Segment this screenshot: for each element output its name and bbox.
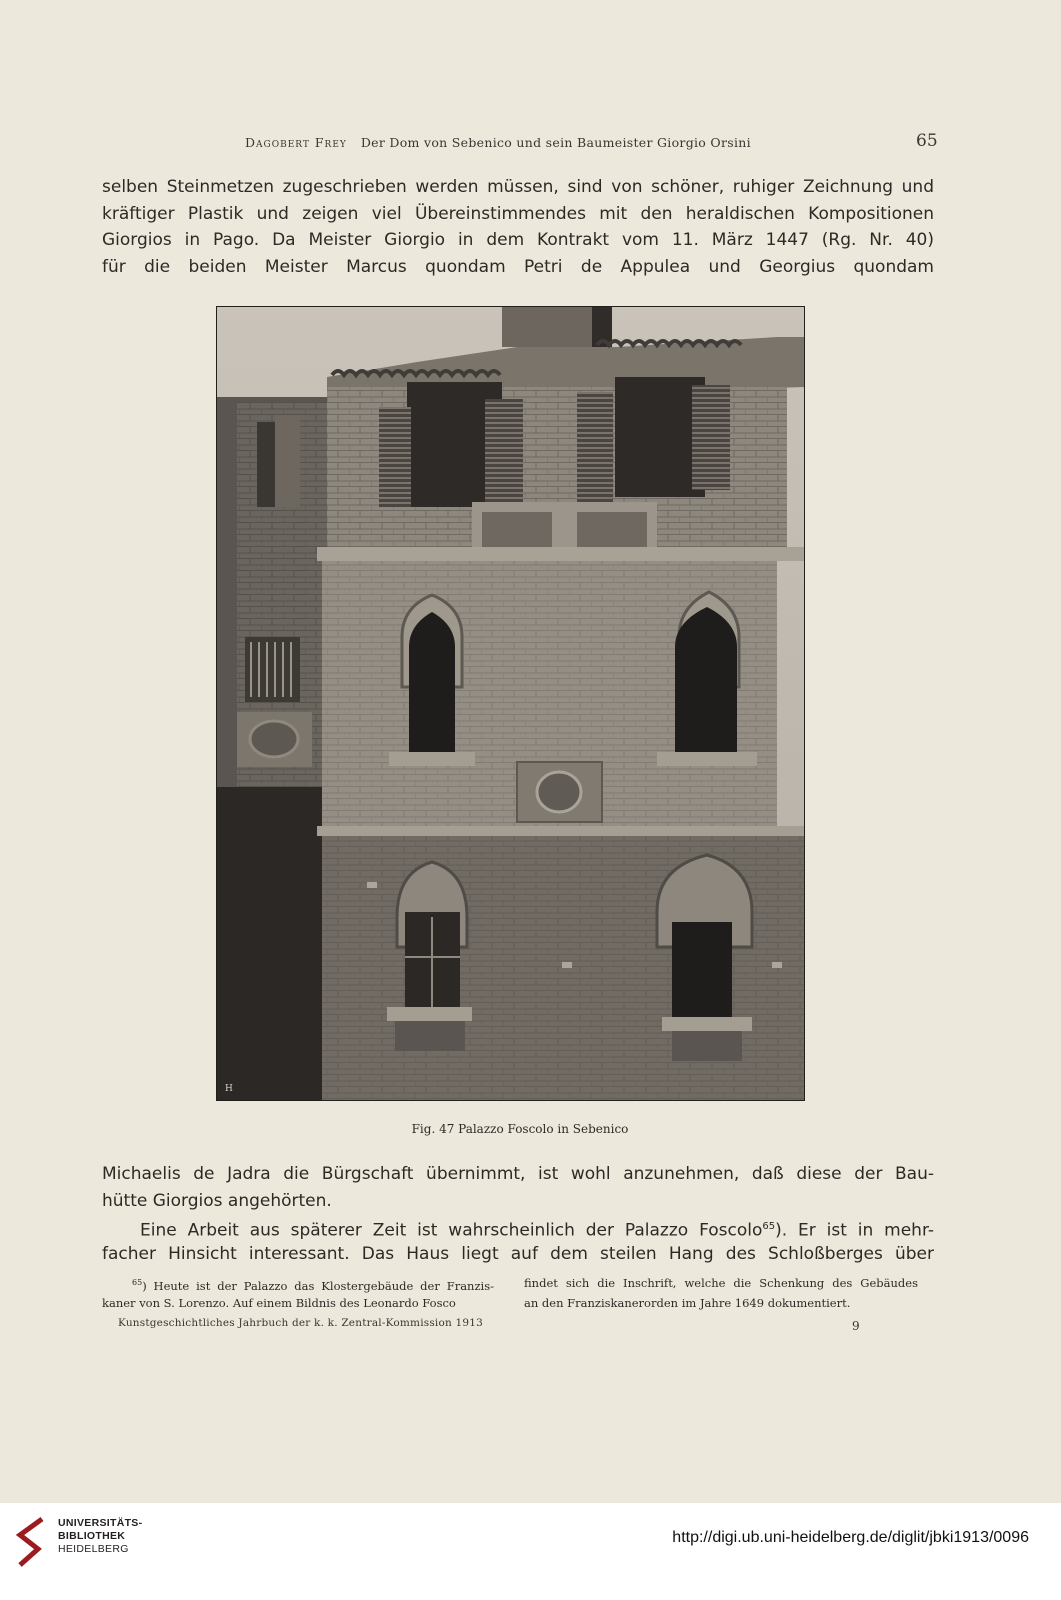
figure-photo-palazzo: [216, 306, 805, 1101]
printer-signature: 9: [852, 1319, 860, 1333]
paragraph-top: [102, 174, 934, 280]
footnote-reference: 65: [762, 1221, 776, 1232]
footnote-right-column: [524, 1273, 918, 1313]
figure-signature: H: [225, 1084, 233, 1094]
footnote-line: [102, 1273, 494, 1293]
text-line: kräftiger Plastik und zeigen viel Übereinstimmendes mit den heraldischen Kompositionen: [102, 203, 934, 224]
header-title: Der Dom von Sebenico und sein Baumeister Giorgio Orsini: [360, 135, 751, 150]
footnote-left-column: [102, 1273, 494, 1313]
text-line: Michaelis de Jadra die Bürgschaft übernimmt, ist wohl anzunehmen, daß diese der Bau-: [102, 1164, 934, 1184]
text-line: facher Hinsicht interessant. Das Haus liegt auf dem steilen Hang des Schloßberges über: [102, 1243, 934, 1264]
library-name: [58, 1517, 142, 1556]
page-number: 65: [916, 131, 938, 151]
text-fragment: ) Heute ist der Palazzo das Klostergebäude der Franzis-: [142, 1278, 494, 1293]
footnote-number: 65: [132, 1278, 143, 1287]
text-line: für die beiden Meister Marcus quondam Petri de Appulea und Georgius quondam: [102, 256, 934, 277]
running-header: [245, 135, 751, 150]
header-author: Dagobert Frey: [245, 135, 347, 150]
permalink-url[interactable]: http://digi.ub.uni-heidelberg.de/diglit/jbki1913/0096: [672, 1529, 1029, 1546]
library-logo-icon: [14, 1515, 44, 1571]
footnote-line: an den Franziskanerorden im Jahre 1649 dokumentiert.: [524, 1296, 851, 1310]
footnote-line: kaner von S. Lorenzo. Auf einem Bildnis des Leonardo Fosco: [102, 1296, 456, 1310]
text-line: [102, 1214, 934, 1241]
text-line: selben Steinmetzen zugeschrieben werden müssen, sind von schöner, ruhiger Zeichnung und: [102, 177, 934, 197]
library-line: BIBLIOTHEK: [58, 1530, 126, 1542]
library-line: HEIDELBERG: [58, 1543, 129, 1555]
digitization-footer: [0, 1503, 1061, 1600]
journal-line: Kunstgeschichtliches Jahrbuch der k. k. Zentral-Kommission 1913: [118, 1317, 484, 1329]
text-line: Giorgios in Pago. Da Meister Giorgio in dem Kontrakt vom 11. März 1447 (Rg. Nr. 40): [102, 230, 934, 250]
text-fragment: Eine Arbeit aus späterer Zeit ist wahrscheinlich der Palazzo Foscolo: [140, 1220, 763, 1241]
footnote-line: findet sich die Inschrift, welche die Schenkung des Gebäudes: [524, 1276, 918, 1290]
library-line: UNIVERSITÄTS-: [58, 1517, 143, 1529]
figure-caption: Fig. 47 Palazzo Foscolo in Sebenico: [411, 1122, 629, 1136]
text-line: hütte Giorgios angehörten.: [102, 1190, 332, 1211]
paragraph-bottom: [102, 1161, 934, 1267]
text-fragment: ). Er ist in mehr-: [775, 1220, 934, 1241]
